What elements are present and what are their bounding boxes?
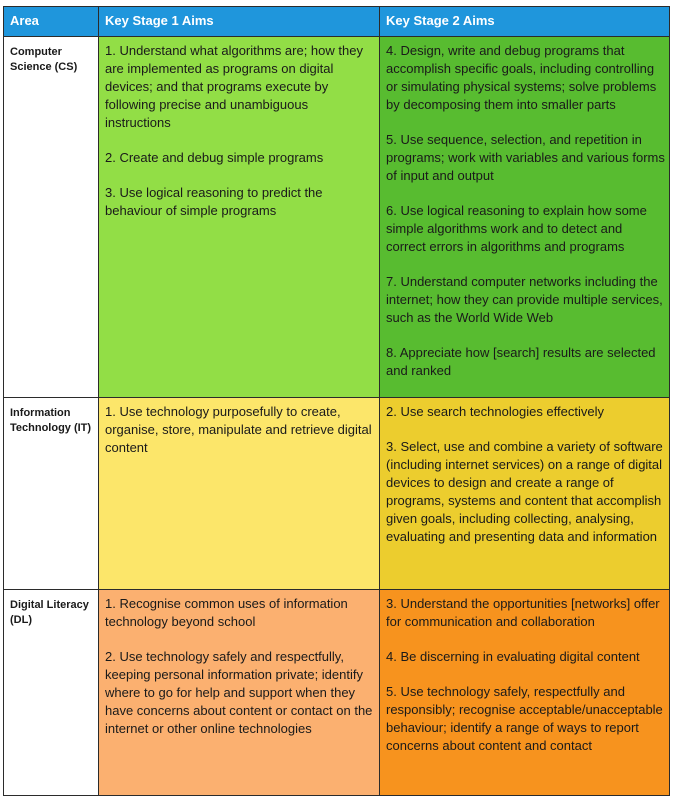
ks2-aims-cell <box>380 590 670 796</box>
aim-item: 5. Use technology safely, respectfully and responsibly; recognise acceptable/unacceptable behaviour; identify a range of ways to report concerns about content and contact <box>386 684 663 753</box>
area-cell: Information Technology (IT) <box>4 398 99 590</box>
curriculum-aims-table <box>3 6 670 796</box>
aim-item: 1. Understand what algorithms are; how they are implemented as programs on digital devices; and that programs execute by following precise and unambiguous instructions <box>105 43 363 130</box>
ks1-aims-cell <box>99 37 380 398</box>
aim-item: 4. Be discerning in evaluating digital content <box>386 649 640 664</box>
aim-item: 5. Use sequence, selection, and repetition in programs; work with variables and various forms of input and output <box>386 132 665 183</box>
area-cell: Computer Science (CS) <box>4 37 99 398</box>
ks1-aims-cell <box>99 398 380 590</box>
header-ks2-aims: Key Stage 2 Aims <box>380 7 670 37</box>
aim-item: 4. Design, write and debug programs that accomplish specific goals, including controlling or simulating physical systems; solve problems by decomposing them into smaller parts <box>386 43 657 112</box>
header-ks1-aims: Key Stage 1 Aims <box>99 7 380 37</box>
aim-item: 3. Understand the opportunities [networks] offer for communication and collaboration <box>386 596 660 629</box>
header-area: Area <box>4 7 99 37</box>
aim-item: 8. Appreciate how [search] results are selected and ranked <box>386 345 656 378</box>
aim-item: 3. Use logical reasoning to predict the behaviour of simple programs <box>105 185 323 218</box>
aim-item: 1. Use technology purposefully to create, organise, store, manipulate and retrieve digital content <box>105 404 372 455</box>
aim-item: 2. Use search technologies effectively <box>386 404 604 419</box>
ks2-aims-cell <box>380 37 670 398</box>
aim-item: 3. Select, use and combine a variety of software (including internet services) on a range of digital devices to design and create a range of programs, systems and content that accomplish given goals, including collecting, analysing, evaluating and presenting data and information <box>386 439 663 544</box>
ks2-aims-cell <box>380 398 670 590</box>
aim-item: 6. Use logical reasoning to explain how some simple algorithms work and to detect and correct errors in algorithms and programs <box>386 203 647 254</box>
row-digital-literacy <box>4 590 670 796</box>
aim-item: 1. Recognise common uses of information technology beyond school <box>105 596 348 629</box>
row-information-technology <box>4 398 670 590</box>
area-cell: Digital Literacy (DL) <box>4 590 99 796</box>
header-row <box>4 7 670 37</box>
row-computer-science <box>4 37 670 398</box>
aim-item: 7. Understand computer networks including the internet; how they can provide multiple services, such as the World Wide Web <box>386 274 663 325</box>
aim-item: 2. Use technology safely and respectfully, keeping personal information private; identify where to go for help and support when they have concerns about content or contact on the internet or other online technologies <box>105 649 373 736</box>
aim-item: 2. Create and debug simple programs <box>105 150 324 165</box>
ks1-aims-cell <box>99 590 380 796</box>
